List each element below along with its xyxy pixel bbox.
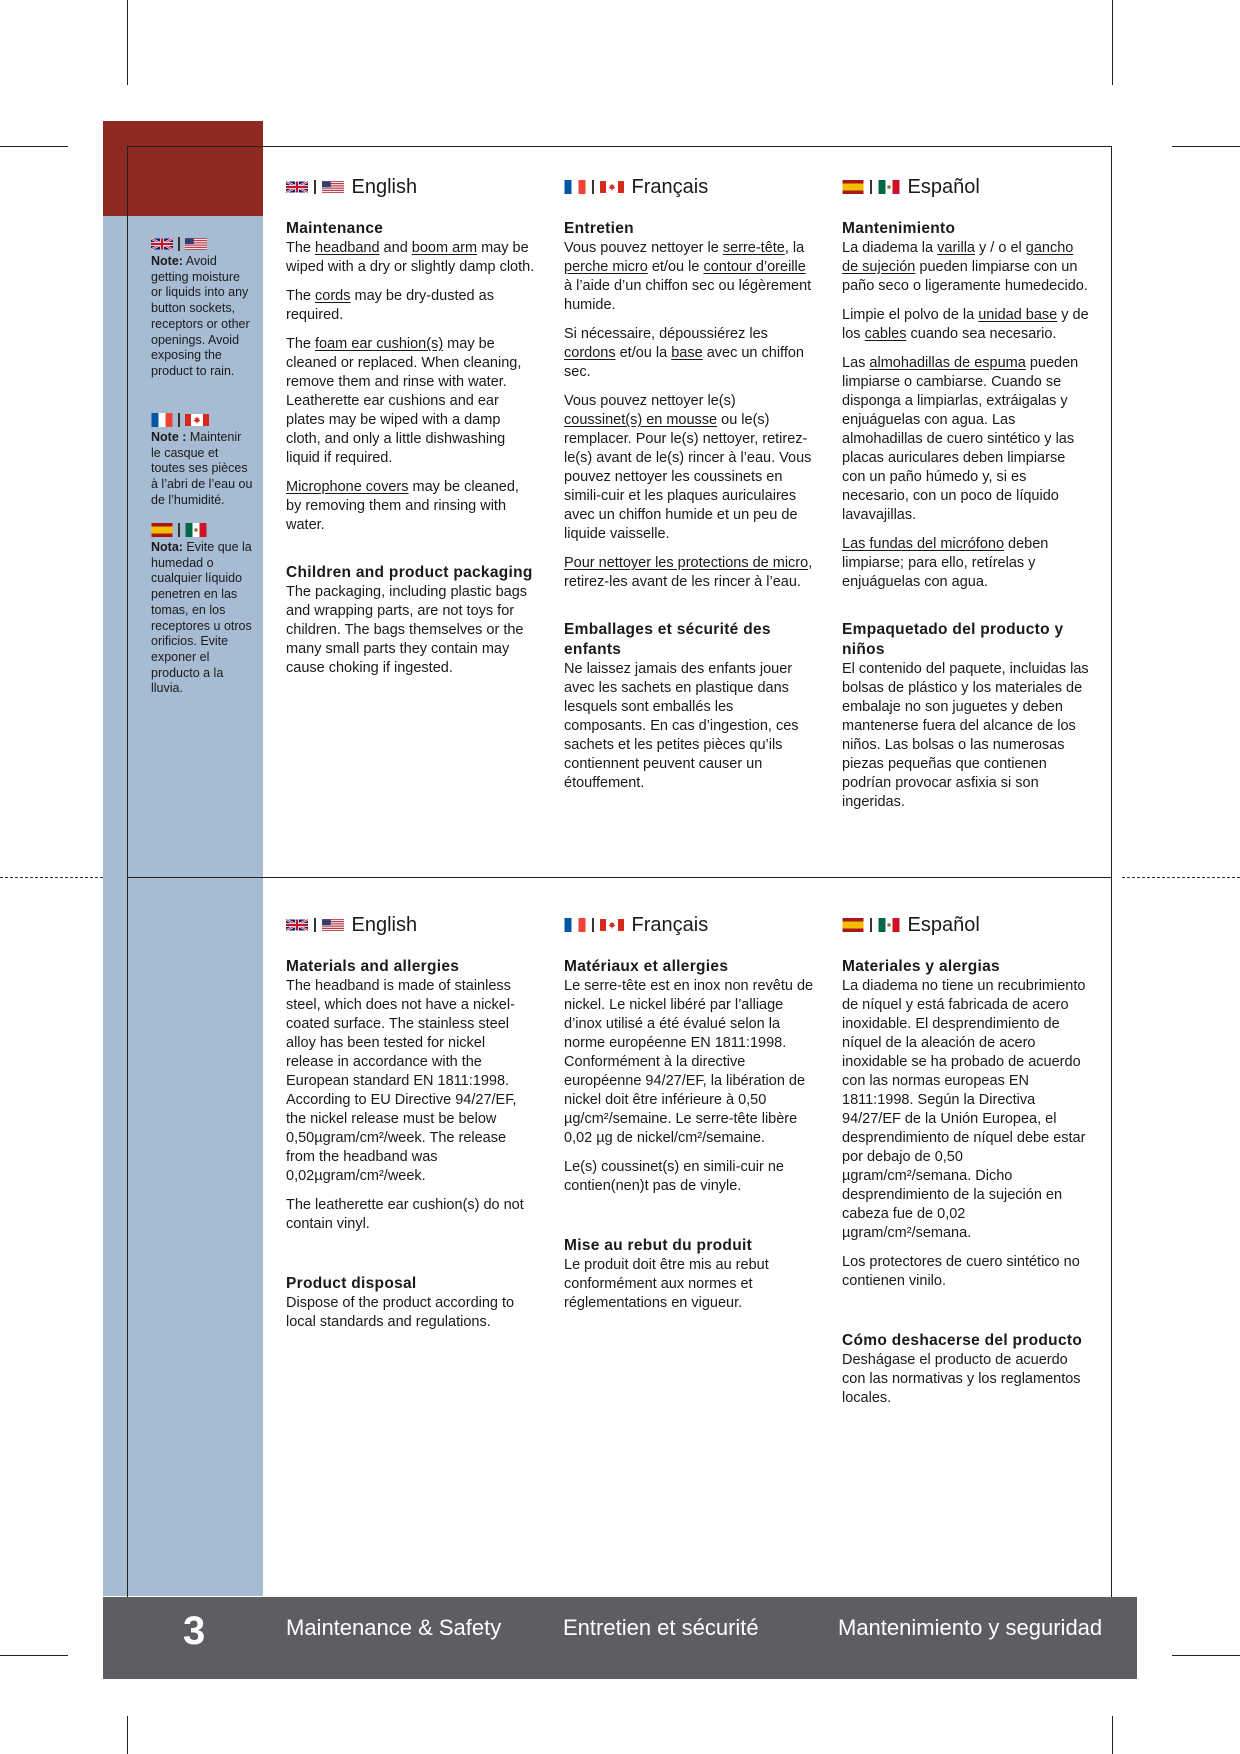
top-column-en (286, 175, 536, 688)
spain-flag-icon (842, 918, 864, 932)
paragraph: Ne laissez jamais des enfants jouer avec les sachets en plastique dans lesquels sont emballés les composants. En cas d’ingestion, ces sachets et les petites pièces qu’ils contiennent peuvent causer un étouffement. (564, 661, 799, 791)
canada-flag-icon (600, 918, 624, 932)
fold-line (0, 877, 118, 878)
flag-separator (592, 918, 594, 932)
crop-mark (1172, 146, 1240, 147)
section-heading: Entretien (564, 220, 634, 237)
paragraph: Le(s) coussinet(s) en simili-cuir ne contien(nen)t pas de vinyle. (564, 1159, 784, 1194)
language-header (564, 913, 814, 937)
crop-mark (1112, 0, 1113, 85)
mexico-flag-icon (878, 180, 900, 194)
section-heading: Mise au rebut du produit (564, 1237, 753, 1254)
language-label: Español (907, 175, 980, 198)
paragraph: La diadema no tiene un recubrimiento de níquel y está fabricada de acero inoxidable. El desprendimiento de níquel de la aleación de acero inoxidable se ha probado de acuerdo con las normas europeas EN 1811:1998. Según la Directiva 94/27/EF de la Unión Europea, el desprendimiento de níquel debe estar por debajo de 0,50 µgram/cm²/semana. Dicho desprendimiento de la sujeción en cabeza fue de 0,02 µgram/cm²/semana. (842, 978, 1086, 1241)
canada-flag-icon (600, 180, 624, 194)
sidebar-note-fr (151, 413, 253, 509)
paragraph: Si nécessaire, dépoussiérez les cordons et/ou la base avec un chiffon sec. (564, 326, 804, 380)
crop-mark (0, 146, 68, 147)
note-text: Maintenir le casque et toutes ses pièces à l’abri de l’eau ou de l’humidité. (151, 430, 253, 507)
crop-mark (0, 1655, 68, 1656)
fold-line (1122, 877, 1240, 878)
bottom-column-fr (564, 913, 814, 1323)
crop-mark (1112, 1716, 1113, 1754)
bottom-column-en (286, 913, 536, 1342)
paragraph: Vous pouvez nettoyer le serre-tête, la perche micro et/ou le contour d’oreille à l’aide d’un chiffon sec ou légèrement humide. (564, 240, 812, 313)
language-header (286, 175, 536, 199)
paragraph: Los protectores de cuero sintético no contienen vinilo. (842, 1254, 1080, 1289)
paragraph: Microphone covers may be cleaned, by removing them and rinsing with water. (286, 479, 519, 533)
paragraph: Las almohadillas de espuma pueden limpiarse o cambiarse. Cuando se disponga a limpiarlas, extráigalas y enjuáguelas con agua. Las almohadillas de cuero sintético y las placas auriculares deben limpiarse con un paño húmedo y, si es necesario, con un poco de líquido lavavajillas. (842, 355, 1079, 523)
section-heading: Maintenance (286, 220, 384, 237)
paragraph: Vous pouvez nettoyer le(s) coussinet(s) en mousse ou le(s) remplacer. Pour le(s) nettoyer, retirez-le(s) avant de le(s) rincer à l’eau. Vous pouvez nettoyer les coussinets en simili-cuir et les plaques auriculaires avec un chiffon humide et un peu de liquide vaisselle. (564, 393, 812, 542)
footer-title-en: Maintenance & Safety (286, 1615, 502, 1640)
paragraph: The packaging, including plastic bags and wrapping parts, are not toys for children. The bags themselves or the many small parts they contain may cause choking if ingested. (286, 584, 528, 676)
top-column-es (842, 175, 1092, 822)
note-label: Note : (151, 430, 187, 444)
language-header (842, 175, 1092, 199)
canada-flag-icon (185, 413, 209, 427)
language-label: Español (907, 913, 980, 936)
flag-separator (870, 180, 872, 194)
mexico-flag-icon (878, 918, 900, 932)
section-heading: Empaquetado del producto y niños (842, 621, 1064, 658)
paragraph: Limpie el polvo de la unidad base y de los cables cuando sea necesario. (842, 307, 1089, 342)
top-column-fr (564, 175, 814, 803)
paragraph: Dispose of the product according to local standards and regulations. (286, 1295, 515, 1330)
page-number: 3 (183, 1609, 206, 1653)
paragraph: The headband is made of stainless steel, which does not have a nickel-coated surface. The stainless steel alloy has been tested for nickel release in accordance with the European standard EN 1811:1998. According to EU Directive 94/27/EF, the nickel release must be below 0,50µgram/cm²/week. The release from the headband was 0,02µgram/cm²/week. (286, 978, 517, 1184)
france-flag-icon (151, 413, 173, 427)
crop-mark (127, 0, 128, 85)
section-heading: Materials and allergies (286, 958, 460, 975)
language-label: Français (631, 913, 709, 936)
flag-separator (314, 180, 316, 194)
flag-separator (178, 413, 180, 427)
section-heading: Materiales y alergias (842, 958, 1000, 975)
paragraph: The leatherette ear cushion(s) do not contain vinyl. (286, 1197, 524, 1232)
us-flag-icon (322, 918, 344, 932)
us-flag-icon (322, 180, 344, 194)
language-label: English (351, 175, 418, 198)
paragraph: Deshágase el producto de acuerdo con las normativas y los reglamentos locales. (842, 1352, 1081, 1406)
paragraph: Le produit doit être mis au rebut conformément aux normes et réglementations en vigueur. (564, 1257, 769, 1311)
sidebar-note-en (151, 237, 253, 380)
section-heading: Matériaux et allergies (564, 958, 729, 975)
language-header (842, 913, 1092, 937)
bottom-column-es (842, 913, 1092, 1418)
note-label: Note: (151, 254, 183, 268)
section-heading: Product disposal (286, 1275, 417, 1292)
flag-separator (178, 237, 180, 251)
section-heading: Mantenimiento (842, 220, 956, 237)
section-heading: Children and product packaging (286, 564, 533, 581)
paragraph: The headband and boom arm may be wiped with a dry or slightly damp cloth. (286, 240, 535, 275)
footer-title-es: Mantenimiento y seguridad (838, 1615, 1103, 1640)
flag-separator (314, 918, 316, 932)
paragraph: Las fundas del micrófono deben limpiarse; para ello, retírelas y enjuáguelas con agua. (842, 536, 1049, 590)
paragraph: La diadema la varilla y / o el gancho de sujeción pueden limpiarse con un paño seco o ligeramente humedecido. (842, 240, 1088, 294)
paragraph: Le serre-tête est en inox non revêtu de nickel. Le nickel libéré par l’alliage d’inox utilisé a été évalué selon la norme européenne EN 1811:1998. Conformément à la directive européenne 94/27/EF, la libération de nickel doit être inférieure à 0,50 µg/cm²/semaine. Le serre-tête libère 0,02 µg de nickel/cm²/semaine. (564, 978, 814, 1146)
crop-mark (1172, 1655, 1240, 1656)
flag-separator (592, 180, 594, 194)
crop-mark (127, 1716, 128, 1754)
uk-flag-icon (286, 180, 308, 194)
spain-flag-icon (151, 523, 173, 537)
flag-separator (178, 523, 180, 537)
language-label: English (351, 913, 418, 936)
france-flag-icon (564, 918, 586, 932)
flag-separator (870, 918, 872, 932)
paragraph: The foam ear cushion(s) may be cleaned or replaced. When cleaning, remove them and rinse with water. Leatherette ear cushions and ear plates may be wiped with a damp cloth, and only a little dishwashing liquid if required. (286, 336, 522, 466)
language-header (286, 913, 536, 937)
mexico-flag-icon (185, 523, 207, 537)
note-text: Evite que la humedad o cualquier líquido penetren en las tomas, en los receptores u otros orificios. Evite exponer el producto a la lluvia. (151, 540, 252, 696)
spain-flag-icon (842, 180, 864, 194)
section-divider (127, 877, 1112, 878)
section-heading: Emballages et sécurité des enfants (564, 621, 771, 658)
sidebar-note-es (151, 523, 253, 697)
uk-flag-icon (286, 918, 308, 932)
uk-flag-icon (151, 237, 173, 251)
language-label: Français (631, 175, 709, 198)
footer-title-fr: Entretien et sécurité (563, 1615, 759, 1640)
language-header (564, 175, 814, 199)
paragraph: El contenido del paquete, incluidas las bolsas de plástico y los materiales de embalaje no son juguetes y deben mantenerse fuera del alcance de los niños. Las bolsas o las numerosas piezas pequeñas que contienen podrían provocar asfixia si son ingeridas. (842, 661, 1089, 810)
france-flag-icon (564, 180, 586, 194)
footer-bar (103, 1597, 1137, 1679)
note-text: Avoid getting moisture or liquids into any button sockets, receptors or other openings. Avoid exposing the product to rain. (151, 254, 250, 378)
us-flag-icon (185, 237, 207, 251)
section-heading: Cómo deshacerse del producto (842, 1332, 1083, 1349)
paragraph: Pour nettoyer les protections de micro, retirez-les avant de les rincer à l’eau. (564, 555, 813, 590)
note-label: Nota: (151, 540, 183, 554)
paragraph: The cords may be dry-dusted as required. (286, 288, 494, 323)
